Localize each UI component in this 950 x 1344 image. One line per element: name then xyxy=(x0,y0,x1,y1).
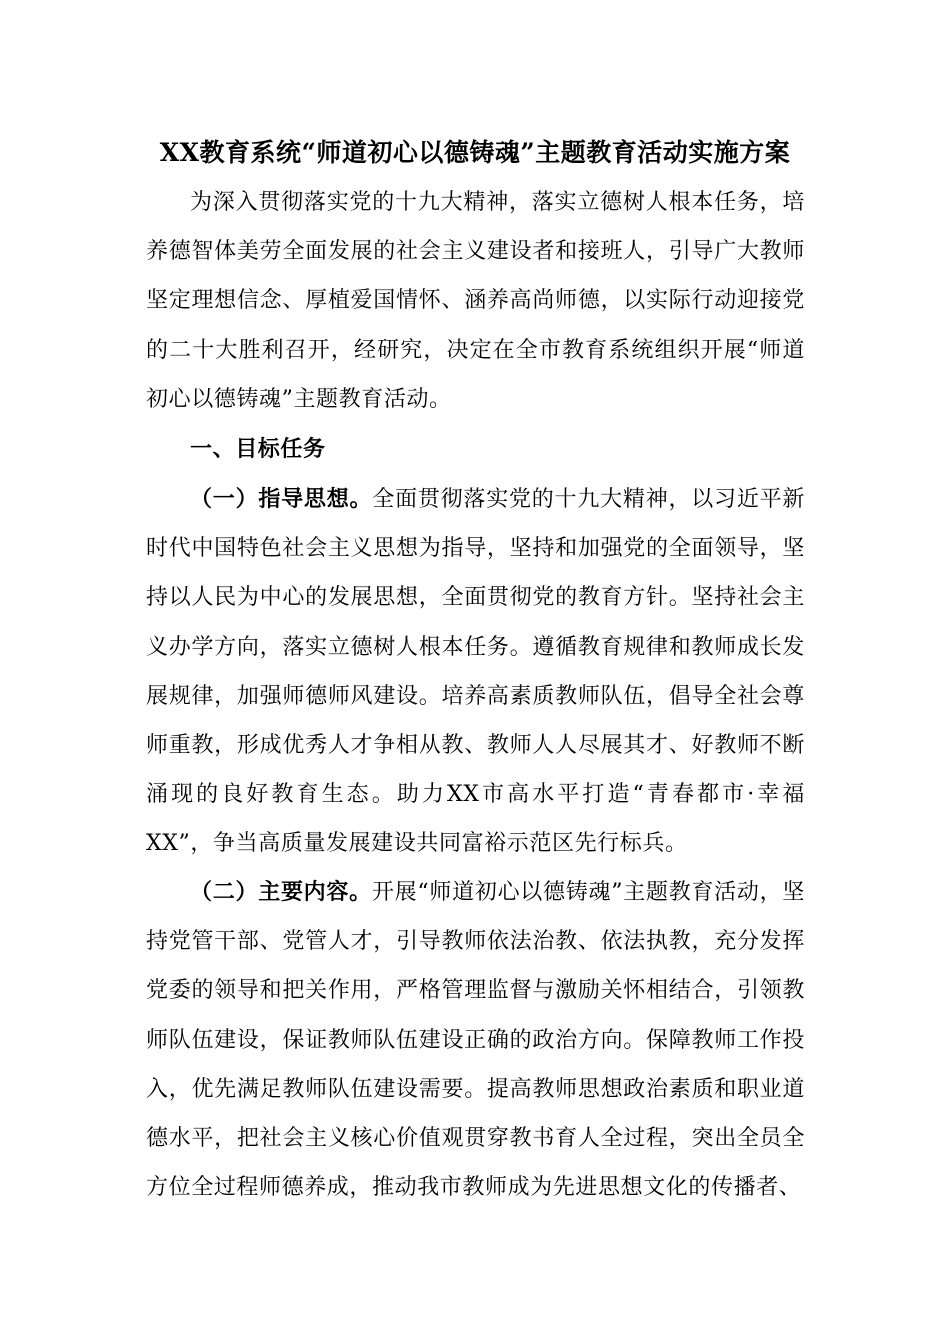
main-content-paragraph xyxy=(146,868,805,1238)
section-one-heading: 一、目标任务 xyxy=(190,436,326,462)
main-content-label: （二）主要内容。 xyxy=(190,879,372,905)
document-title: XX教育系统“师道初心以德铸魂”主题教育活动实施方案 xyxy=(159,138,791,167)
guiding-thought-paragraph xyxy=(146,475,805,869)
guiding-thought-text: 全面贯彻落实党的十九大精神，以习近平新时代中国特色社会主义思想为指导，坚持和加强党的全面领导，坚持以人民为中心的发展思想，全面贯彻党的教育方针。坚持社会主义办学方向，落实立德树人根本任务。遵循教育规律和教师成长发展规律，加强师德师风建设。培养高素质教师队伍，倡导全社会尊师重教，形成优秀人才争相从教、教师人人尽展其才、好教师不断涌现的良好教育生态。助力XX市高水平打造“青春都市·幸福XX”，争当高质量发展建设共同富裕示范区先行标兵。 xyxy=(146,487,805,857)
intro-paragraph: 为深入贯彻落实党的十九大精神，落实立德树人根本任务，培养德智体美劳全面发展的社会主义建设者和接班人，引导广大教师坚定理想信念、厚植爱国情怀、涵养高尚师德，以实际行动迎接党的二十大胜利召开，经研究，决定在全市教育系统组织开展“师道初心以德铸魂”主题教育活动。 xyxy=(146,190,805,412)
guiding-thought-label: （一）指导思想。 xyxy=(190,486,373,512)
main-content-text: 开展“师道初心以德铸魂”主题教育活动，坚持党管干部、党管人才，引导教师依法治教、依法执教，充分发挥党委的领导和把关作用，严格管理监督与激励关怀相结合，引领教师队伍建设，保证教师队伍建设正确的政治方向。保障教师工作投入，优先满足教师队伍建设需要。提高教师思想政治素质和职业道德水平，把社会主义核心价值观贯穿教书育人全过程，突出全员全方位全过程师德养成，推动我市教师成为先进思想文化的传播者、 xyxy=(146,880,805,1201)
